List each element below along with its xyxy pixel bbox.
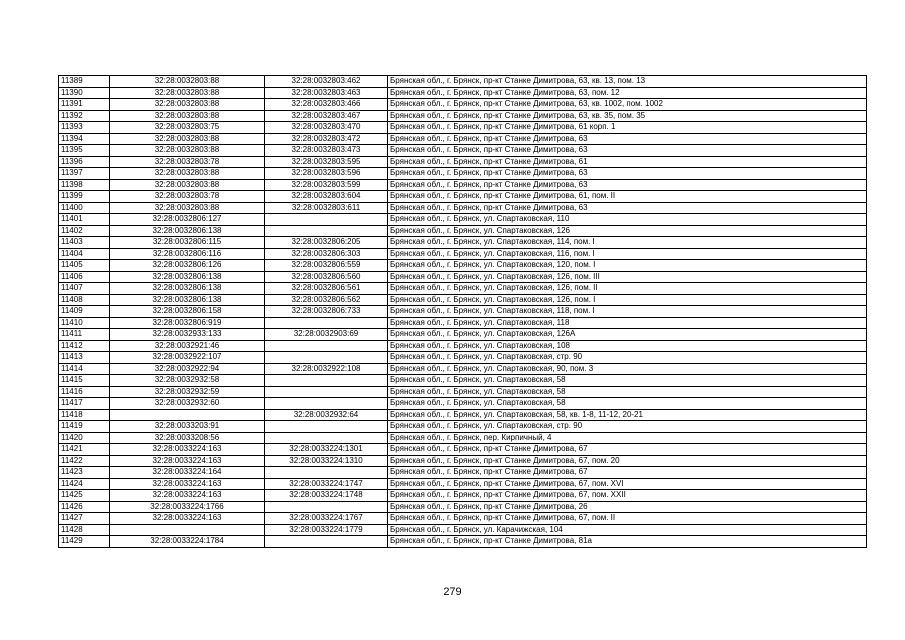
table-row [59,467,867,479]
table-row [59,214,867,226]
row-number-cell: 11425 [59,490,110,502]
cadastral-number-cell: 32:28:0032803:604 [265,191,388,203]
address-cell: Брянская обл., г. Брянск, ул. Спартаковская, 126, пом. II [388,283,867,295]
table-row [59,340,867,352]
address-cell: Брянская обл., г. Брянск, ул. Спартаковская, 58 [388,386,867,398]
address-cell: Брянская обл., г. Брянск, пр-кт Станке Димитрова, 26 [388,501,867,513]
table-row [59,329,867,341]
parent-cadastral-number-cell: 32:28:0032806:126 [110,260,265,272]
table-row [59,225,867,237]
parent-cadastral-number-cell: 32:28:0032803:88 [110,110,265,122]
table-row [59,317,867,329]
cadastral-number-cell [265,225,388,237]
row-number-cell: 11426 [59,501,110,513]
parent-cadastral-number-cell: 32:28:0033203:91 [110,421,265,433]
cadastral-number-cell: 32:28:0032803:470 [265,122,388,134]
address-cell: Брянская обл., г. Брянск, ул. Спартаковская, 120, пом. I [388,260,867,272]
address-cell: Брянская обл., г. Брянск, ул. Спартаковская, 116, пом. I [388,248,867,260]
cadastral-number-cell [265,432,388,444]
address-cell: Брянская обл., г. Брянск, ул. Спартаковская, 118, пом. I [388,306,867,318]
table-row [59,398,867,410]
cadastral-number-cell: 32:28:0032806:560 [265,271,388,283]
parent-cadastral-number-cell: 32:28:0032922:107 [110,352,265,364]
row-number-cell: 11413 [59,352,110,364]
row-number-cell: 11418 [59,409,110,421]
cadastral-number-cell: 32:28:0032932:64 [265,409,388,421]
cadastral-number-cell [265,340,388,352]
row-number-cell: 11393 [59,122,110,134]
cadastral-number-cell: 32:28:0032903:69 [265,329,388,341]
parent-cadastral-number-cell: 32:28:0032806:138 [110,271,265,283]
parent-cadastral-number-cell: 32:28:0033224:1766 [110,501,265,513]
row-number-cell: 11424 [59,478,110,490]
address-cell: Брянская обл., г. Брянск, пр-кт Станке Димитрова, 67, пом. 20 [388,455,867,467]
cadastral-number-cell: 32:28:0032803:463 [265,87,388,99]
table-row [59,133,867,145]
table-row [59,191,867,203]
parent-cadastral-number-cell: 32:28:0033224:1784 [110,536,265,548]
parent-cadastral-number-cell: 32:28:0032803:88 [110,76,265,88]
table-row [59,168,867,180]
address-cell: Брянская обл., г. Брянск, ул. Спартаковская, 108 [388,340,867,352]
address-cell: Брянская обл., г. Брянск, ул. Спартаковская, стр. 90 [388,352,867,364]
cadastral-number-cell: 32:28:0032806:561 [265,283,388,295]
table-row [59,455,867,467]
parent-cadastral-number-cell: 32:28:0032803:88 [110,145,265,157]
row-number-cell: 11401 [59,214,110,226]
address-cell: Брянская обл., г. Брянск, пр-кт Станке Димитрова, 67, пом. II [388,513,867,525]
table-row [59,271,867,283]
parent-cadastral-number-cell: 32:28:0032922:94 [110,363,265,375]
parent-cadastral-number-cell: 32:28:0032803:88 [110,168,265,180]
row-number-cell: 11427 [59,513,110,525]
cadastral-number-cell: 32:28:0032806:559 [265,260,388,272]
page-number: 279 [443,586,462,598]
parent-cadastral-number-cell: 32:28:0032803:88 [110,133,265,145]
row-number-cell: 11409 [59,306,110,318]
cadastral-number-cell [265,467,388,479]
table-row [59,237,867,249]
table-row [59,363,867,375]
table-row [59,432,867,444]
cadastral-number-cell: 32:28:0032803:611 [265,202,388,214]
cadastral-number-cell: 32:28:0032803:595 [265,156,388,168]
table-row [59,409,867,421]
address-cell: Брянская обл., г. Брянск, пр-кт Станке Димитрова, 63 [388,133,867,145]
row-number-cell: 11398 [59,179,110,191]
parent-cadastral-number-cell: 32:28:0032803:88 [110,87,265,99]
row-number-cell: 11397 [59,168,110,180]
cadastral-number-cell: 32:28:0033224:1748 [265,490,388,502]
parent-cadastral-number-cell: 32:28:0033224:163 [110,513,265,525]
row-number-cell: 11420 [59,432,110,444]
row-number-cell: 11390 [59,87,110,99]
cadastral-number-cell [265,536,388,548]
cadastral-number-cell: 32:28:0032922:108 [265,363,388,375]
parent-cadastral-number-cell: 32:28:0032806:116 [110,248,265,260]
address-cell: Брянская обл., г. Брянск, ул. Спартаковская, 126А [388,329,867,341]
table-row [59,501,867,513]
cadastral-number-cell: 32:28:0032803:466 [265,99,388,111]
cadastral-number-cell: 32:28:0032806:303 [265,248,388,260]
row-number-cell: 11412 [59,340,110,352]
parent-cadastral-number-cell: 32:28:0032806:138 [110,294,265,306]
row-number-cell: 11391 [59,99,110,111]
table-row [59,202,867,214]
row-number-cell: 11408 [59,294,110,306]
parent-cadastral-number-cell: 32:28:0032806:115 [110,237,265,249]
table-row [59,306,867,318]
address-cell: Брянская обл., г. Брянск, ул. Карачижская, 104 [388,524,867,536]
address-cell: Брянская обл., г. Брянск, пр-кт Станке Димитрова, 63, кв. 13, пом. 13 [388,76,867,88]
cadastral-number-cell: 32:28:0032803:596 [265,168,388,180]
row-number-cell: 11406 [59,271,110,283]
cadastral-number-cell [265,398,388,410]
row-number-cell: 11417 [59,398,110,410]
parent-cadastral-number-cell: 32:28:0033224:164 [110,467,265,479]
parent-cadastral-number-cell: 32:28:0033224:163 [110,444,265,456]
cadastral-number-cell: 32:28:0032803:467 [265,110,388,122]
parent-cadastral-number-cell: 32:28:0033208:56 [110,432,265,444]
cadastral-number-cell: 32:28:0032806:205 [265,237,388,249]
cadastral-number-cell [265,386,388,398]
parent-cadastral-number-cell: 32:28:0032803:88 [110,202,265,214]
parent-cadastral-number-cell: 32:28:0033224:163 [110,455,265,467]
table-row [59,536,867,548]
table-row [59,122,867,134]
cadastral-number-cell: 32:28:0033224:1767 [265,513,388,525]
address-cell: Брянская обл., г. Брянск, пр-кт Станке Димитрова, 67, пом. XVI [388,478,867,490]
row-number-cell: 11402 [59,225,110,237]
address-cell: Брянская обл., г. Брянск, ул. Спартаковская, стр. 90 [388,421,867,433]
address-cell: Брянская обл., г. Брянск, пр-кт Станке Димитрова, 61 корп. 1 [388,122,867,134]
address-cell: Брянская обл., г. Брянск, пр-кт Станке Димитрова, 61 [388,156,867,168]
table-row [59,110,867,122]
table-row [59,99,867,111]
address-cell: Брянская обл., г. Брянск, ул. Спартаковская, 110 [388,214,867,226]
table-row [59,294,867,306]
parent-cadastral-number-cell: 32:28:0032803:88 [110,99,265,111]
row-number-cell: 11423 [59,467,110,479]
cadastral-number-cell: 32:28:0032806:562 [265,294,388,306]
cadastral-number-cell [265,214,388,226]
parent-cadastral-number-cell [110,524,265,536]
address-cell: Брянская обл., г. Брянск, ул. Спартаковская, 58, кв. 1-8, 11-12, 20-21 [388,409,867,421]
parent-cadastral-number-cell: 32:28:0033224:163 [110,478,265,490]
row-number-cell: 11392 [59,110,110,122]
cadastral-number-cell: 32:28:0032806:733 [265,306,388,318]
address-cell: Брянская обл., г. Брянск, ул. Спартаковская, 90, пом. 3 [388,363,867,375]
address-cell: Брянская обл., г. Брянск, ул. Спартаковская, 58 [388,398,867,410]
table-row [59,386,867,398]
registry-table [58,75,867,548]
cadastral-number-cell: 32:28:0032803:599 [265,179,388,191]
table-row [59,260,867,272]
address-cell: Брянская обл., г. Брянск, пр-кт Станке Димитрова, 67, пом. XXII [388,490,867,502]
parent-cadastral-number-cell: 32:28:0032921:46 [110,340,265,352]
address-cell: Брянская обл., г. Брянск, ул. Спартаковская, 126, пом. III [388,271,867,283]
row-number-cell: 11428 [59,524,110,536]
address-cell: Брянская обл., г. Брянск, пр-кт Станке Димитрова, 63 [388,168,867,180]
address-cell: Брянская обл., г. Брянск, пр-кт Станке Димитрова, 67 [388,444,867,456]
row-number-cell: 11389 [59,76,110,88]
address-cell: Брянская обл., г. Брянск, пр-кт Станке Димитрова, 63 [388,145,867,157]
row-number-cell: 11394 [59,133,110,145]
table-row [59,513,867,525]
row-number-cell: 11396 [59,156,110,168]
table-row [59,421,867,433]
table-row [59,283,867,295]
row-number-cell: 11421 [59,444,110,456]
table-row [59,352,867,364]
address-cell: Брянская обл., г. Брянск, пр-кт Станке Димитрова, 67 [388,467,867,479]
cadastral-number-cell [265,421,388,433]
cadastral-number-cell: 32:28:0033224:1301 [265,444,388,456]
parent-cadastral-number-cell: 32:28:0032806:127 [110,214,265,226]
parent-cadastral-number-cell [110,409,265,421]
parent-cadastral-number-cell: 32:28:0032806:919 [110,317,265,329]
registry-table-body [59,76,867,548]
parent-cadastral-number-cell: 32:28:0032933:133 [110,329,265,341]
table-row [59,76,867,88]
row-number-cell: 11419 [59,421,110,433]
row-number-cell: 11422 [59,455,110,467]
address-cell: Брянская обл., г. Брянск, пер. Кирпичный, 4 [388,432,867,444]
table-row [59,375,867,387]
address-cell: Брянская обл., г. Брянск, ул. Спартаковская, 114, пом. I [388,237,867,249]
address-cell: Брянская обл., г. Брянск, пр-кт Станке Димитрова, 61, пом. II [388,191,867,203]
parent-cadastral-number-cell: 32:28:0032806:138 [110,283,265,295]
cadastral-number-cell [265,317,388,329]
address-cell: Брянская обл., г. Брянск, ул. Спартаковская, 118 [388,317,867,329]
parent-cadastral-number-cell: 32:28:0032803:78 [110,156,265,168]
parent-cadastral-number-cell: 32:28:0032806:158 [110,306,265,318]
row-number-cell: 11410 [59,317,110,329]
table-row [59,444,867,456]
row-number-cell: 11407 [59,283,110,295]
row-number-cell: 11395 [59,145,110,157]
address-cell: Брянская обл., г. Брянск, ул. Спартаковская, 126 [388,225,867,237]
parent-cadastral-number-cell: 32:28:0032932:60 [110,398,265,410]
parent-cadastral-number-cell: 32:28:0032806:138 [110,225,265,237]
cadastral-number-cell: 32:28:0032803:472 [265,133,388,145]
row-number-cell: 11415 [59,375,110,387]
table-row [59,490,867,502]
row-number-cell: 11429 [59,536,110,548]
table-row [59,179,867,191]
address-cell: Брянская обл., г. Брянск, пр-кт Станке Димитрова, 63 [388,202,867,214]
cadastral-number-cell: 32:28:0033224:1747 [265,478,388,490]
parent-cadastral-number-cell: 32:28:0032932:59 [110,386,265,398]
address-cell: Брянская обл., г. Брянск, ул. Спартаковская, 126, пом. I [388,294,867,306]
row-number-cell: 11411 [59,329,110,341]
parent-cadastral-number-cell: 32:28:0032803:78 [110,191,265,203]
table-row [59,248,867,260]
table-row [59,87,867,99]
parent-cadastral-number-cell: 32:28:0032932:58 [110,375,265,387]
row-number-cell: 11400 [59,202,110,214]
address-cell: Брянская обл., г. Брянск, пр-кт Станке Димитрова, 63, кв. 1002, пом. 1002 [388,99,867,111]
address-cell: Брянская обл., г. Брянск, пр-кт Станке Димитрова, 81а [388,536,867,548]
row-number-cell: 11414 [59,363,110,375]
parent-cadastral-number-cell: 32:28:0032803:88 [110,179,265,191]
address-cell: Брянская обл., г. Брянск, пр-кт Станке Димитрова, 63, кв. 35, пом. 35 [388,110,867,122]
row-number-cell: 11399 [59,191,110,203]
row-number-cell: 11404 [59,248,110,260]
table-row [59,145,867,157]
cadastral-number-cell: 32:28:0033224:1310 [265,455,388,467]
table-row [59,156,867,168]
cadastral-number-cell [265,352,388,364]
parent-cadastral-number-cell: 32:28:0033224:163 [110,490,265,502]
row-number-cell: 11416 [59,386,110,398]
address-cell: Брянская обл., г. Брянск, пр-кт Станке Димитрова, 63 [388,179,867,191]
cadastral-number-cell: 32:28:0033224:1779 [265,524,388,536]
cadastral-number-cell: 32:28:0032803:473 [265,145,388,157]
row-number-cell: 11405 [59,260,110,272]
row-number-cell: 11403 [59,237,110,249]
address-cell: Брянская обл., г. Брянск, пр-кт Станке Димитрова, 63, пом. 12 [388,87,867,99]
table-row [59,478,867,490]
table-row [59,524,867,536]
cadastral-number-cell: 32:28:0032803:462 [265,76,388,88]
cadastral-number-cell [265,501,388,513]
address-cell: Брянская обл., г. Брянск, ул. Спартаковская, 58 [388,375,867,387]
cadastral-number-cell [265,375,388,387]
parent-cadastral-number-cell: 32:28:0032803:75 [110,122,265,134]
